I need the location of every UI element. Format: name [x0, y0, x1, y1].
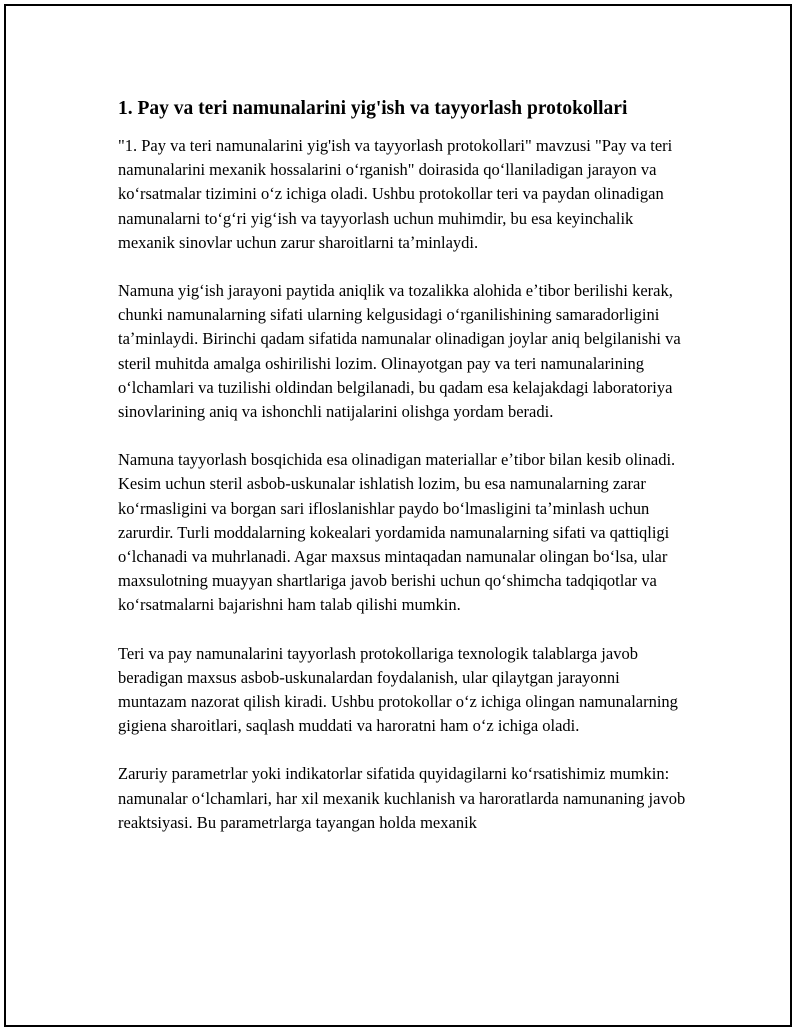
paragraph-intro: "1. Pay va teri namunalarini yig'ish va tayyorlash protokollari" mavzusi "Pay va teri namunalarini mexanik hossalarini oʻrganish" doirasida qoʻllaniladigan jarayon va koʻrsatmalar tizimini oʻz ichiga oladi. Ushbu protokollar teri va paydan olinadigan namunalarni toʻgʻri yigʻish va tayyorlash uchun muhimdir, bu esa keyinchalik mexanik sinovlar uchun zarur sharoitlarni taʼminlaydi.: [118, 136, 673, 252]
paragraph-protocol-requirements: Teri va pay namunalarini tayyorlash protokollariga texnologik talablarga javob beradigan maxsus asbob-uskunalardan foydalanish, ular qilaytgan jarayonni muntazam nazorat qilish kiradi. Ushbu protokollar oʻz ichiga olingan namunalarning gigiena sharoitlari, saqlash muddati va haroratni ham oʻz ichiga oladi.: [118, 643, 678, 736]
section-heading: 1. Pay va teri namunalarini yig'ish va tayyorlash protokollari: [118, 98, 628, 119]
paragraph-parameters: Zaruriy parametrlar yoki indikatorlar sifatida quyidagilarni koʻrsatishimiz mumkin: namunalar oʻlchamlari, har xil mexanik kuchlanish va haroratlarda namunaning javob reaktsiyasi. Bu parametrlarga tayangan holda mexanik: [118, 764, 686, 832]
paragraph-sample-collection: Namuna yigʻish jarayoni paytida aniqlik va tozalikka alohida eʼtibor berilishi kerak, chunki namunalarning sifati ularning kelgusidagi oʻrganilishining samaradorligini taʼminlaydi. Birinchi qadam sifatida namunalar olinadigan joylar aniq belgilanishi va steril muhitda amalga oshirilishi lozim. Olinayotgan pay va teri namunalarining oʻlchamlari va tuzilishi oldindan belgilanadi, bu qadam esa kelajakdagi laboratoriya sinovlarining aniq va ishonchli natijalarini olishga yordam beradi.: [118, 281, 681, 422]
paragraph-sample-preparation: Namuna tayyorlash bosqichida esa olinadigan materiallar eʼtibor bilan kesib olinadi. Kesim uchun steril asbob-uskunalar ishlatish lozim, bu esa namunalarning zarar koʻrmasligini va borgan sari ifloslanishlar paydo boʻlmasligini taʼminlash uchun zarurdir. Turli moddalarning kokealari yordamida namunalarning sifati va qattiqligi oʻlchanadi va muhrlanadi. Agar maxsus mintaqadan namunalar olingan boʻlsa, ular maxsulotning muayyan shartlariga javob berishi uchun qoʻshimcha tadqiqotlar va koʻrsatmalarni bajarishni ham talab qilishi mumkin.: [118, 450, 676, 615]
document-body: [118, 94, 688, 859]
